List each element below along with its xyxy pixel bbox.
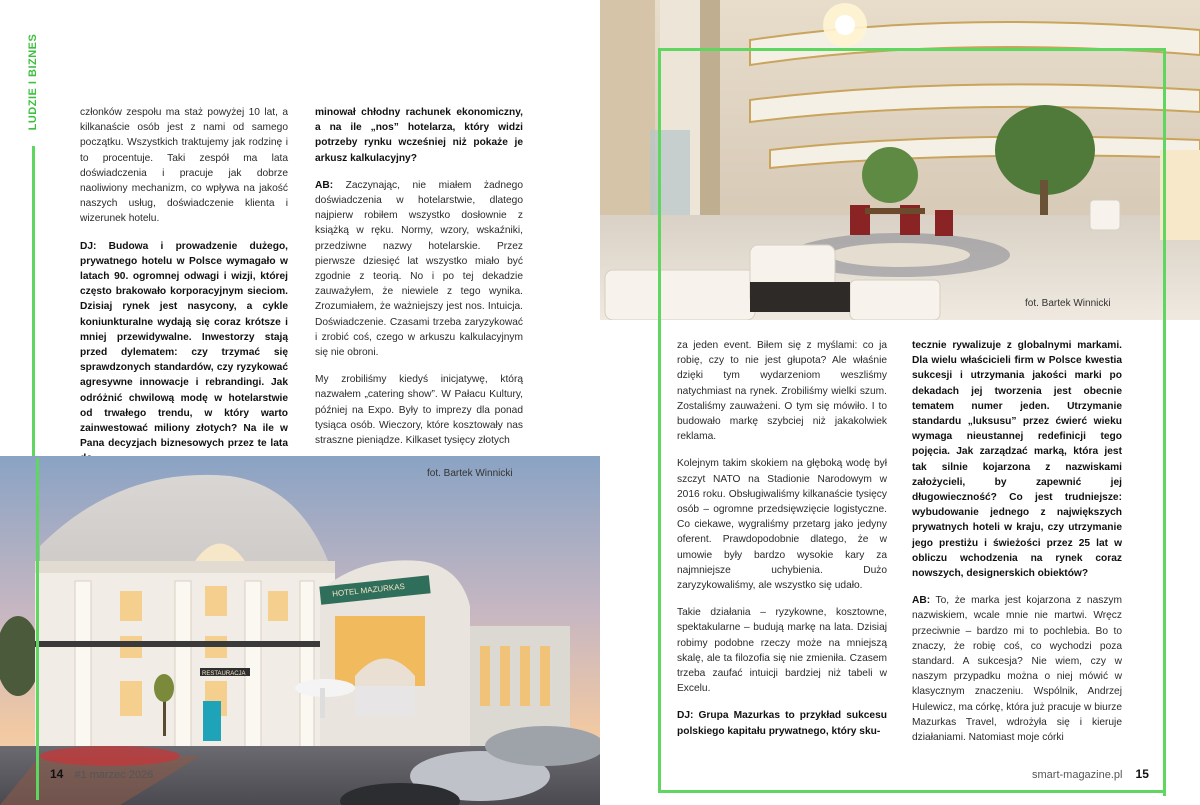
hotel-exterior-photo xyxy=(0,456,600,805)
paragraph: Kolejnym takim skokiem na głęboką wodę był szczyt NATO na Stadionie Narodowym w 2016 roku. Obsługiwaliśmy kilkanaście tysięcy osób – ogromne przedsięwzięcie logistyczne. Co ciekawe, wygraliśmy przetarg jako jedyny oferent. Prawdopodobnie dlatego, że w umowie były bardzo wysokie kary za najmniejsze uchybienia. Dużo zaryzykowaliśmy, ale wszystko się udało. xyxy=(677,458,887,592)
paragraph: My zrobiliśmy kiedyś inicjatywę, którą nazwałem „catering show”. W Pałacu Kultury, później na Expo. Były to imprezy dla ponad tysiąca osób. Wieczory, które kosztowały nas straszne pieniądze. Kilkaset tysięcy złotych xyxy=(315,374,523,447)
frame-bottom-rule xyxy=(658,790,1166,793)
right-column-1 xyxy=(677,338,887,751)
section-tag xyxy=(23,30,43,134)
paragraph: członków zespołu ma staż powyżej 10 lat, a kilkanaście osób jest z nami od samego początku. Wszystkich traktujemy jak rodzinę i to procentuje. Taki zespół ma lata doświadczenia i pracuje jak dobrze naoliwiony mechanizm, co wpływa na jakość naszych usług, doświadczenie klienta i wizerunek hotelu. xyxy=(80,107,288,225)
paragraph: Takie działania – ryzykowne, kosztowne, spektakularne – budują markę na lata. Dzisiaj robimy podobne rzeczy może na mniejszą skalę, ale ta filozofia się nie zmieniła. Czasem trzeba zaufać intuicji bardziej niż tabeli w Excelu. xyxy=(677,607,887,695)
restaurant-sign: RESTAURACJA xyxy=(202,671,246,677)
left-column-1 xyxy=(80,105,288,479)
paragraph: za jeden event. Biłem się z myślami: co ja robię, czy to nie jest głupota? Ale właśnie dzięki tym wydarzeniom weszliśmy natychmiast na rynek. Zrobiliśmy wielki szum. Zostaliśmy zauważeni. O tym się mówiło. I to budowało markę szybciej niż jakakolwiek reklama. xyxy=(677,340,887,443)
question-paragraph: DJ: Grupa Mazurkas to przykład sukcesu polskiego kapitału prywatnego, który sku- xyxy=(677,710,887,737)
photo-credit-left: fot. Bartek Winnicki xyxy=(427,468,513,479)
question-paragraph: minował chłodny rachunek ekonomiczny, a na ile „nos” hotelarza, który widzi potrzeby rynku wcześniej niż pokaże je arkusz kalkulacyjny? xyxy=(315,107,523,164)
hotel-sign: HOTEL MAZURKAS xyxy=(331,581,406,599)
issue-label: #1 marzec 2026 xyxy=(74,769,154,781)
section-label: LUDZIE I BIZNES xyxy=(27,33,39,131)
page-number: 15 xyxy=(1135,767,1149,781)
frame-right-rule xyxy=(1163,48,1166,796)
corner-rule xyxy=(36,458,39,800)
answer-paragraph: AB: To, że marka jest kojarzona z naszym nazwiskiem, wcale mnie nie martwi. Wręcz przeciwnie – bardzo mi to pochlebia. Bo to znaczy, że robię coś, co wychodzi poza standard. A sukcesja? Nie wiem, czy w naszym przypadku można o niej mówić w klasycznym znaczeniu. Wspólnik, Andrzej Hulewicz, ma córkę, która już pracuje w biurze Mazurkas Travel, wdrożyła się i kieruje działaniami. Natomiast moje córki xyxy=(912,595,1122,744)
photo-credit-right: fot. Bartek Winnicki xyxy=(1025,298,1111,309)
right-column-2 xyxy=(912,338,1122,757)
right-page xyxy=(600,0,1200,805)
frame-top-rule xyxy=(658,48,1166,51)
page-folio-left xyxy=(50,767,153,781)
page-folio-right xyxy=(1032,767,1149,781)
site-label: smart-magazine.pl xyxy=(1032,769,1123,781)
speaker-initials: AB: xyxy=(912,595,931,607)
left-column-2 xyxy=(315,105,523,460)
answer-paragraph: AB: Zaczynając, nie miałem żadnego doświadczenia w hotelarstwie, dlatego najpierw robiłem wszystko dosłownie z książką w ręku. Normy, wzory, wskaźniki, przedziwne nazwy hotelarskie. Przez pierwsze dziesięć lat wszystko miało być zgodnie z teorią. No i po tej dekadzie zauważyłem, że niewiele z tego wynika. Zrozumiałem, że ważniejszy jest nos. Intuicja. Doświadczenie. Czasami trzeba zaryzykować i zrobić coś, czego w arkuszu kalkulacyjnym się nie obroni. xyxy=(315,179,523,359)
hotel-exterior-illustration xyxy=(0,456,600,805)
speaker-initials: AB: xyxy=(315,179,334,191)
page-number: 14 xyxy=(50,767,64,781)
question-paragraph: DJ: Budowa i prowadzenie dużego, prywatnego hotelu w Polsce wymagało w latach 90. ogromnej odwagi i wizji, której często brakowało korporacyjnym sieciom. Dzisiaj rynek jest nasycony, a cykle koniunkturalne wydają się coraz krótsze i mniej przewidywalne. Inwestorzy stają przed dylematem: czy trzymać się sprawdzonych standardów, czy ryzykować agresywne innowacje i rebrandingi. Jak odróżnić chwilową modę w hotelarstwie od trwałego trendu, w który warto zainwestować miliony złotych? Na ile w Pana decyzjach biznesowych przez te lata xyxy=(80,240,288,450)
frame-left-rule xyxy=(658,48,661,793)
question-paragraph: tecznie rywalizuje z globalnymi markami. Dla wielu właścicieli firm w Polsce kwestia sukcesji i utrzymania jakości marki po dekadach jej tworzenia jest obecnie tematem numer jeden. Utrzymanie standardu „luksusu” przez ćwierć wieku wymaga nieustannej redefinicji tego pojęcia. Jak zarządzać marką, która jest tak silnie kojarzona z nazwiskami założycieli, by zapewnić jej długowieczność? Co jest trudniejsze: wybudowanie jednego z największych prywatnych hoteli w kraju, czy utrzymanie jego prestiżu i świeżości przez 25 lat w obliczu wchodzenia na rynek coraz nowszych, designerskich obiektów? xyxy=(912,340,1122,580)
